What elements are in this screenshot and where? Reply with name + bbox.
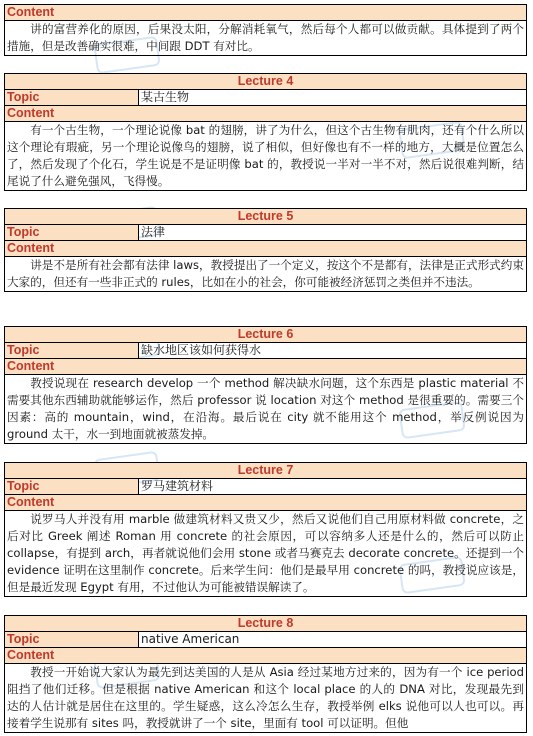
content-label: Content xyxy=(5,359,527,375)
lecture-title: Lecture 7 xyxy=(5,463,527,479)
lecture-8-table xyxy=(4,615,527,733)
content-label: Content xyxy=(5,648,527,664)
topic-value: native American xyxy=(139,632,527,648)
topic-label: Topic xyxy=(5,343,139,359)
topic-label: Topic xyxy=(5,90,139,106)
topic-label: Topic xyxy=(5,225,139,241)
topic-label: Topic xyxy=(5,632,139,648)
topic-value: 法律 xyxy=(139,225,527,241)
content-text: 有一个古生物，一个理论说像 bat 的翅膀，讲了为什么，但这个古生物有肌肉，还有个什么所以这个理论有瑕疵，另一个理论说像鸟的翅膀，说了相似，但好像也有不一样的地方，大概是位置怎么了，然后发现了个化石，学生说是不是证明像 bat 的，教授说一半对一半不对，然后说很难判断，结尾说了什么避免强风，飞得慢。 xyxy=(5,122,527,191)
content-label: Content xyxy=(5,241,527,257)
content-text: 说罗马人并没有用 marble 做建筑材料又贵又少，然后又说他们自己用原材料做 concrete，之后对比 Greek 阐述 Roman 用 concrete 的社会原因，可以容纳多人还是什么的，然后可以防止 collapse，有提到 arch，再者就说他们会用 stone 或者马赛克去 decorate concrete。还提到一个 evidence 证明在这里制作 concrete。后来学生问：他们是最早用 concrete 的吗，教授说应该是，但是最近发现 Egypt 有用，不过他认为可能被错误解读了。 xyxy=(5,511,527,597)
topic-value: 缺水地区该如何获得水 xyxy=(139,343,527,359)
lecture-title: Lecture 8 xyxy=(5,616,527,632)
lecture-7-table xyxy=(4,462,527,597)
topic-value: 某古生物 xyxy=(139,90,527,106)
content-text: 讲是不是所有社会都有法律 laws，教授提出了一个定义，按这个不是都有，法律是正式形式约束大家的，但还有一些非正式的 rules，比如在小的社会，你可能被经济惩罚之类但并不违法。 xyxy=(5,257,527,292)
lecture-3-continued xyxy=(4,4,527,56)
content-text: 讲的富营养化的原因，后果没太阳，分解消耗氧气，然后每个人都可以做贡献。具体提到了两个措施，但是改善确实很难，中间跟 DDT 有对比。 xyxy=(5,21,527,56)
lecture-title: Lecture 6 xyxy=(5,327,527,343)
content-text: 教授说现在 research develop 一个 method 解决缺水问题，这个东西是 plastic material 不需要其他东西辅助就能够运作，然后 professor 说 location 对这个 method 是很重要的。需要三个因素：高的 mountain，wind，在沿海。最后说在 city 就不能用这个 method，举反例说因为 ground 太干，水一到地面就被蒸发掉。 xyxy=(5,375,527,444)
lecture-6-table xyxy=(4,326,527,444)
content-label: Content xyxy=(5,495,527,511)
lecture-title: Lecture 5 xyxy=(5,209,527,225)
lecture-title: Lecture 4 xyxy=(5,74,527,90)
content-text: 教授一开始说大家认为最先到达美国的人是从 Asia 经过某地方过来的，因为有一个 ice period 阻挡了他们迁移。但是根据 native American 和这个 local place 的人的 DNA 对比，发现最先到达的人估计就是居住在这里的。学生疑惑，这么冷怎么生存，教授举例 elks 说他可以人也可以。再接着学生说那有 sites 吗，教授就讲了一个 site，里面有 tool 可以证明。但他 xyxy=(5,664,527,733)
lecture-4-table xyxy=(4,73,527,191)
content-label: Content xyxy=(5,5,527,21)
content-label: Content xyxy=(5,106,527,122)
lecture-5-table xyxy=(4,208,527,292)
topic-label: Topic xyxy=(5,479,139,495)
topic-value: 罗马建筑材料 xyxy=(139,479,527,495)
